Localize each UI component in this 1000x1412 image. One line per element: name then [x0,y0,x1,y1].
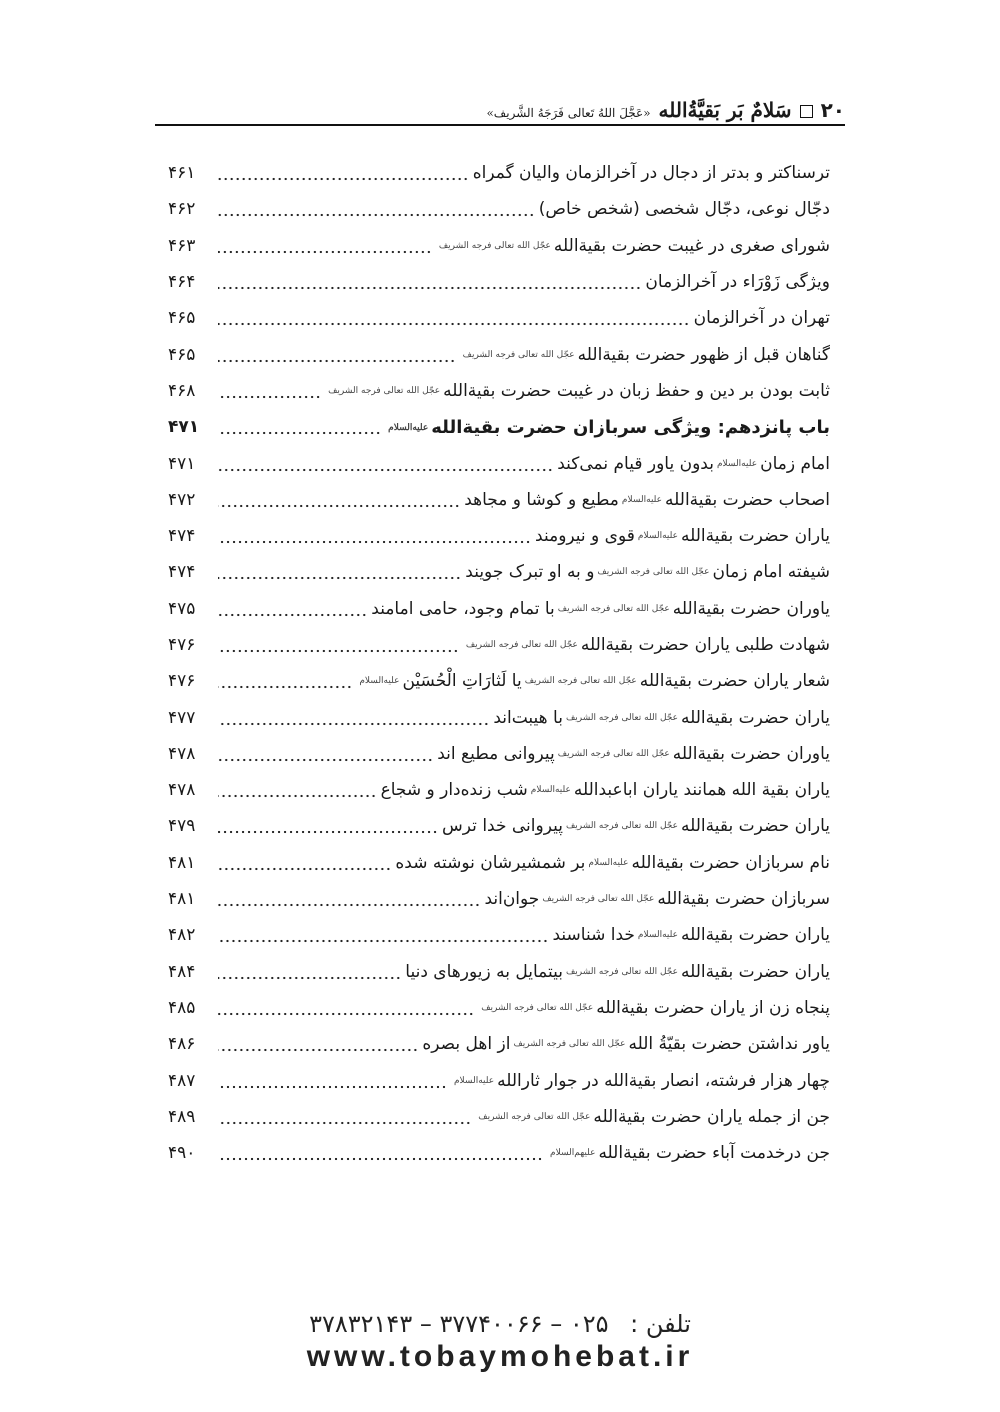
toc-page-number: ۴۸۴ [168,961,196,982]
toc-title-text: ثابت بودن بر دین و حفظ زبان در غیبت حضرت بقیةالله [443,380,830,401]
toc-page-number: ۴۸۱ [168,889,196,910]
toc-title-text-continued: پیروانی مطیع اند [437,743,555,764]
toc-entry-title [645,272,830,292]
toc-page-number: ۴۶۸ [168,380,196,401]
honorific-glyph-icon: علیه‌السلام [530,785,571,796]
phone-line [0,1310,1000,1338]
dot-leader [218,359,456,363]
honorific-glyph-icon: عجّل الله تعالی فرجه الشریف [462,349,575,360]
toc-entry-title [694,308,830,328]
toc-title-text-continued: شب زنده‌دار و شجاع [380,780,528,801]
toc-title-text: شیفته امام زمان [712,562,830,583]
toc-title-text: چهار هزار فرشته، انصار بقیةالله در جوار ثارالله [497,1070,830,1091]
table-of-contents [168,155,830,1171]
toc-entry[interactable] [168,1062,830,1098]
toc-entry-title [395,853,830,873]
honorific-glyph-icon: علیه‌السلام [453,1075,495,1086]
honorific-glyph-icon: عجّل الله تعالی فرجه الشریف [557,748,670,759]
honorific-glyph-icon: عجّل الله تعالی فرجه الشریف [542,894,655,905]
honorific-glyph-icon: علیه‌السلام [359,676,400,687]
toc-title-text: جن از جمله یاران حضرت بقیةالله [593,1106,830,1127]
honorific-glyph-icon: عجّل الله تعالی فرجه الشریف [513,1039,626,1050]
toc-page-number: ۴۷۴ [168,562,196,583]
toc-entry[interactable] [168,917,830,953]
toc-entry[interactable] [168,881,830,917]
toc-entry-title [405,962,830,982]
toc-title-text-continued: با هیبت‌اند [493,707,563,728]
toc-title-text-continued: پیروانی خدا ترس [442,816,563,837]
toc-entry[interactable] [168,736,830,772]
honorific-glyph-icon: علیه‌السلام [637,531,678,542]
toc-entry[interactable] [168,336,830,372]
honorific-glyph-icon: علیه‌السلام [637,930,678,941]
toc-title-text: سربازان حضرت بقیةالله [657,889,830,910]
toc-title-text-continued: بر شمشیرشان نوشته شده [395,852,586,873]
honorific-glyph-icon: عجّل الله تعالی فرجه الشریف [557,603,670,614]
toc-chapter-heading[interactable] [168,409,830,445]
toc-page-number: ۴۶۵ [168,344,196,365]
toc-page-number: ۴۷۲ [168,489,196,510]
toc-title-text: تهران در آخرالزمان [693,308,830,329]
honorific-glyph-icon: عجّل الله تعالی فرجه الشریف [478,1111,591,1122]
dot-leader [218,322,690,326]
toc-page-number: ۴۷۴ [168,526,196,547]
dot-leader [218,395,321,399]
dot-leader [218,939,548,943]
toc-title-text: دجّال نوعی، دجّال شخصی (شخص خاص) [538,199,830,220]
toc-title-text: باب پانزدهم: ویژگی سربازان حضرت بقیةالله [431,416,830,438]
toc-entry-title [547,1143,830,1163]
toc-title-text-continued: مطیع و کوشا و مجاهد [464,489,619,510]
toc-entry[interactable] [168,627,830,663]
honorific-glyph-icon: علیهم‌السلام [550,1148,596,1159]
toc-page-number: ۴۷۸ [168,780,196,801]
toc-entry-title [325,381,830,401]
toc-page-number: ۴۸۵ [168,997,196,1018]
toc-entry[interactable] [168,155,830,191]
toc-entry-title [381,780,830,800]
phone-numbers: ۰۲۵ – ۳۷۷۴۰۰۶۶ – ۳۷۸۳۲۱۴۳ [309,1310,609,1338]
toc-entry[interactable] [168,699,830,735]
dot-leader [218,576,461,580]
toc-page-number: ۴۸۲ [168,925,196,946]
toc-entry-title [475,1107,830,1127]
toc-entry[interactable] [168,554,830,590]
dot-leader [218,722,489,726]
toc-page-number: ۴۹۰ [168,1143,196,1164]
toc-entry[interactable] [168,191,830,227]
dot-leader [218,250,432,254]
honorific-glyph-icon: عجّل الله تعالی فرجه الشریف [438,240,551,251]
toc-entry-title [493,708,830,728]
toc-entry[interactable] [168,772,830,808]
toc-page-number: ۴۸۶ [168,1034,196,1055]
toc-entry-title [539,199,830,219]
toc-title-text: نام سربازان حضرت بقیةالله [631,852,830,873]
honorific-glyph-icon: عجّل الله تعالی فرجه الشریف [481,1002,594,1013]
toc-title-text: گناهان قبل از ظهور حضرت بقیةالله [577,344,830,365]
dot-leader [218,540,531,544]
toc-page-number: ۴۸۷ [168,1070,196,1091]
toc-title-text-continued: یا لَثارَاتِ الْحُسَیْن [402,671,522,692]
toc-title-text: یاران حضرت بقیةالله [681,707,830,728]
dot-leader [218,976,401,980]
honorific-glyph-icon: عجّل الله تعالی فرجه الشریف [524,676,637,687]
toc-title-text: اصحاب حضرت بقیةالله [665,489,830,510]
phone-label: تلفن : [630,1310,691,1338]
dot-leader [218,830,438,834]
dot-leader [218,1085,447,1089]
honorific-glyph-icon: عجّل الله تعالی فرجه الشریف [565,821,678,832]
dot-leader [218,1012,474,1016]
toc-page-number: ۴۷۸ [168,743,196,764]
toc-entry[interactable] [168,300,830,336]
dot-leader [218,867,391,871]
honorific-glyph-icon: علیه‌السلام [588,857,629,868]
toc-entry-title [442,816,830,836]
toc-entry-title [464,490,830,510]
toc-entry[interactable] [168,1026,830,1062]
footer [0,1310,1000,1374]
toc-entry-title [463,635,830,655]
toc-title-text-continued: از اهل بصره [422,1034,511,1055]
honorific-glyph-icon: عجّل الله تعالی فرجه الشریف [465,640,578,650]
toc-page-number: ۴۶۱ [168,163,196,184]
toc-page-number: ۴۶۲ [168,199,196,220]
square-bullet-icon [800,105,813,118]
toc-title-text: یاران حضرت بقیةالله [681,961,830,982]
toc-entry[interactable] [168,1135,830,1171]
dot-leader [218,1121,471,1125]
dot-leader [218,213,535,217]
toc-page-number: ۴۸۹ [168,1106,196,1127]
toc-entry-title [478,998,830,1018]
toc-entry-title [465,562,830,582]
toc-entry[interactable] [168,990,830,1026]
toc-page-number: ۴۷۶ [168,635,196,655]
dot-leader [218,903,480,907]
toc-entry-title [552,925,830,945]
dot-leader [218,685,352,689]
toc-page-number: ۴۸۱ [168,852,196,873]
honorific-glyph-icon: علیه‌السلام [716,458,758,469]
dot-leader [218,177,469,181]
toc-entry-title [535,526,830,546]
toc-entry-title [451,1071,830,1091]
dot-leader [218,613,367,617]
toc-entry[interactable] [168,845,830,881]
dot-leader [218,468,553,472]
toc-page-number: ۴۷۵ [168,598,196,619]
toc-title-text-continued: قوی و نیرومند [535,526,635,547]
page-number: ۲۰ [820,98,845,122]
toc-entry-title [437,744,830,764]
toc-entry[interactable] [168,808,830,844]
toc-title-text-continued: با تمام وجود، حامی امامند [371,598,555,619]
toc-page-number: ۴۶۳ [168,235,196,256]
toc-title-text-continued: بدون یاور قیام نمی‌کند [557,453,714,474]
toc-page-number: ۴۷۶ [168,671,196,692]
toc-entry[interactable] [168,373,830,409]
book-title: سَلامٌ بَر بَقیَّةُالله [658,98,792,122]
dot-leader [218,794,377,798]
honorific-glyph-icon: علیه‌السلام [388,422,429,433]
toc-page-number: ۴۷۷ [168,707,196,728]
toc-page-number: ۴۷۹ [168,816,196,837]
honorific-glyph-icon: عجّل الله تعالی فرجه الشریف [565,712,678,723]
toc-entry[interactable] [168,591,830,627]
honorific-glyph-icon: عجّل الله تعالی فرجه الشریف [328,385,441,396]
toc-entry-title [460,345,830,365]
toc-title-text: شهادت طلبی یاران حضرت بقیةالله [580,635,830,655]
toc-entry[interactable] [168,445,830,481]
toc-page-number: ۴۷۱ [168,417,200,438]
dot-leader [218,504,460,508]
toc-entry[interactable] [168,954,830,990]
running-header [155,92,845,126]
toc-entry-title [422,1034,830,1054]
honorific-glyph-icon: عجّل الله تعالی فرجه الشریف [565,966,678,977]
toc-title-text: یاوران حضرت بقیةالله [672,743,830,764]
toc-title-text: یاران حضرت بقیةالله [681,816,830,837]
dot-leader [218,1157,543,1161]
toc-title-text-continued: جوان‌اند [484,889,540,910]
toc-entry[interactable] [168,663,830,699]
toc-entry[interactable] [168,482,830,518]
toc-title-text-continued: خدا شناسند [552,925,635,946]
toc-title-text: یاران حضرت بقیةالله [681,925,830,946]
book-subtitle: «عَجَّلَ اللهُ تَعالی فَرَجَهُ الشَّریف» [486,106,651,120]
toc-entry-title [557,454,830,474]
honorific-glyph-icon: عجّل الله تعالی فرجه الشریف [597,567,710,578]
toc-entry[interactable] [168,518,830,554]
toc-title-text: یاران حضرت بقیةالله [681,526,830,547]
toc-title-text-continued: و به او تبرک جویند [465,562,595,583]
toc-title-text: یاوران حضرت بقیةالله [672,598,830,619]
toc-entry[interactable] [168,1099,830,1135]
toc-entry-title [371,599,830,619]
dot-leader [218,286,641,290]
toc-title-text: شورای صغری در غیبت حضرت بقیةالله [553,235,830,256]
toc-page-number: ۴۷۱ [168,453,196,474]
toc-title-text: یاران بقیة الله همانند یاران اباعبدالله [573,780,830,801]
toc-page-number: ۴۶۵ [168,308,196,329]
honorific-glyph-icon: علیه‌السلام [621,494,663,505]
toc-entry-title [356,671,830,691]
website-link[interactable]: www.tobaymohebat.ir [306,1340,694,1373]
toc-title-text: ترسناکتر و بدتر از دجال در آخرالزمان والیان گمراه [472,163,830,184]
toc-title-text: امام زمان [760,453,830,474]
dot-leader [218,758,433,762]
toc-title-text: یاور نداشتن حضرت بقیّةُ الله [628,1034,830,1055]
toc-title-text: شعار یاران حضرت بقیةالله [639,671,830,692]
toc-title-text-continued: بیتمایل به زیورهای دنیا [405,961,563,982]
toc-entry-title [385,417,830,438]
toc-entry-title [473,163,830,183]
toc-title-text: ویژگی زَوْرَاء در آخرالزمان [645,272,830,293]
toc-page-number: ۴۶۴ [168,272,196,293]
toc-entry[interactable] [168,264,830,300]
dot-leader [218,1048,418,1052]
toc-entry-title [484,889,830,909]
toc-title-text: پنجاه زن از یاران حضرت بقیةالله [596,997,830,1018]
toc-entry[interactable] [168,228,830,264]
toc-entry-title [436,236,830,256]
dot-leader [218,431,381,435]
dot-leader [218,649,459,653]
toc-title-text: جن درخدمت آباء حضرت بقیةالله [598,1143,830,1164]
